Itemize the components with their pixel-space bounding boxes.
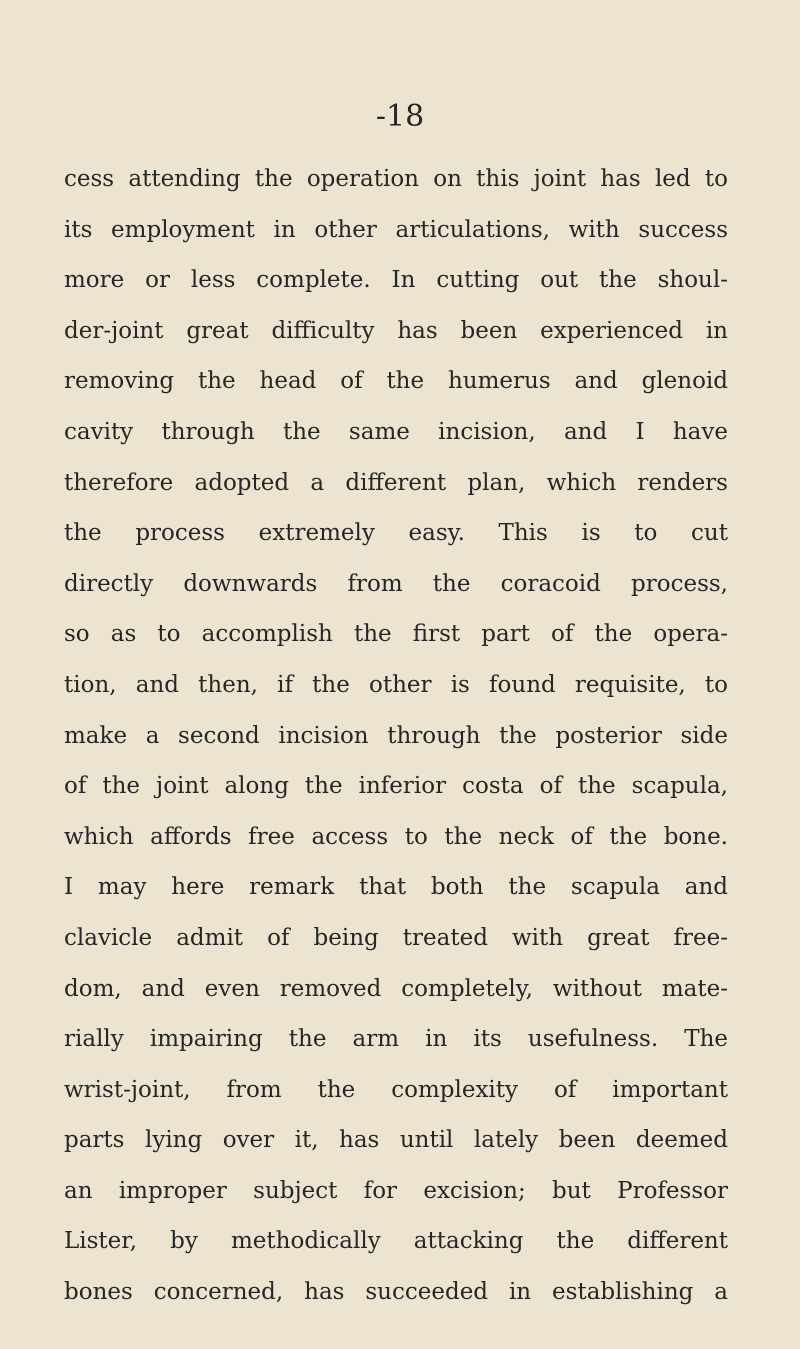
text-line: bones concerned, has succeeded in establishing a [64,1279,728,1306]
text-line: parts lying over it, has until lately been deemed [64,1127,728,1154]
text-line: cess attending the operation on this joint has led to [64,166,728,192]
text-line: so as to accomplish the first part of the opera- [64,621,728,648]
text-line: the process extremely easy. This is to cut [64,520,728,547]
text-line: rially impairing the arm in its usefulness. The [64,1026,728,1053]
text-line: wrist-joint, from the complexity of important [64,1076,728,1103]
text-line: cavity through the same incision, and I have [64,418,728,445]
body-text [64,154,728,1318]
text-line: clavicle admit of being treated with great free- [64,924,728,951]
text-line: der-joint great difficulty has been experienced in [64,317,728,344]
text-line: which affords free access to the neck of the bone. [64,823,728,850]
text-line: its employment in other articulations, with success [64,216,728,243]
text-line: I may here remark that both the scapula and [64,874,728,901]
text-line: therefore adopted a different plan, which renders [64,469,728,496]
text-line: dom, and even removed completely, without mate- [64,975,728,1002]
page-number: -18 [375,99,425,134]
text-line: of the joint along the inferior costa of the scapula, [64,773,728,800]
text-line: an improper subject for excision; but Professor [64,1177,728,1204]
text-line: make a second incision through the posterior side [64,722,728,749]
text-line: Lister, by methodically attacking the different [64,1228,728,1255]
text-line: removing the head of the humerus and glenoid [64,368,728,395]
text-line: tion, and then, if the other is found requisite, to [64,671,728,698]
text-line: more or less complete. In cutting out the shoul- [64,267,728,294]
text-line: directly downwards from the coracoid process, [64,570,728,597]
